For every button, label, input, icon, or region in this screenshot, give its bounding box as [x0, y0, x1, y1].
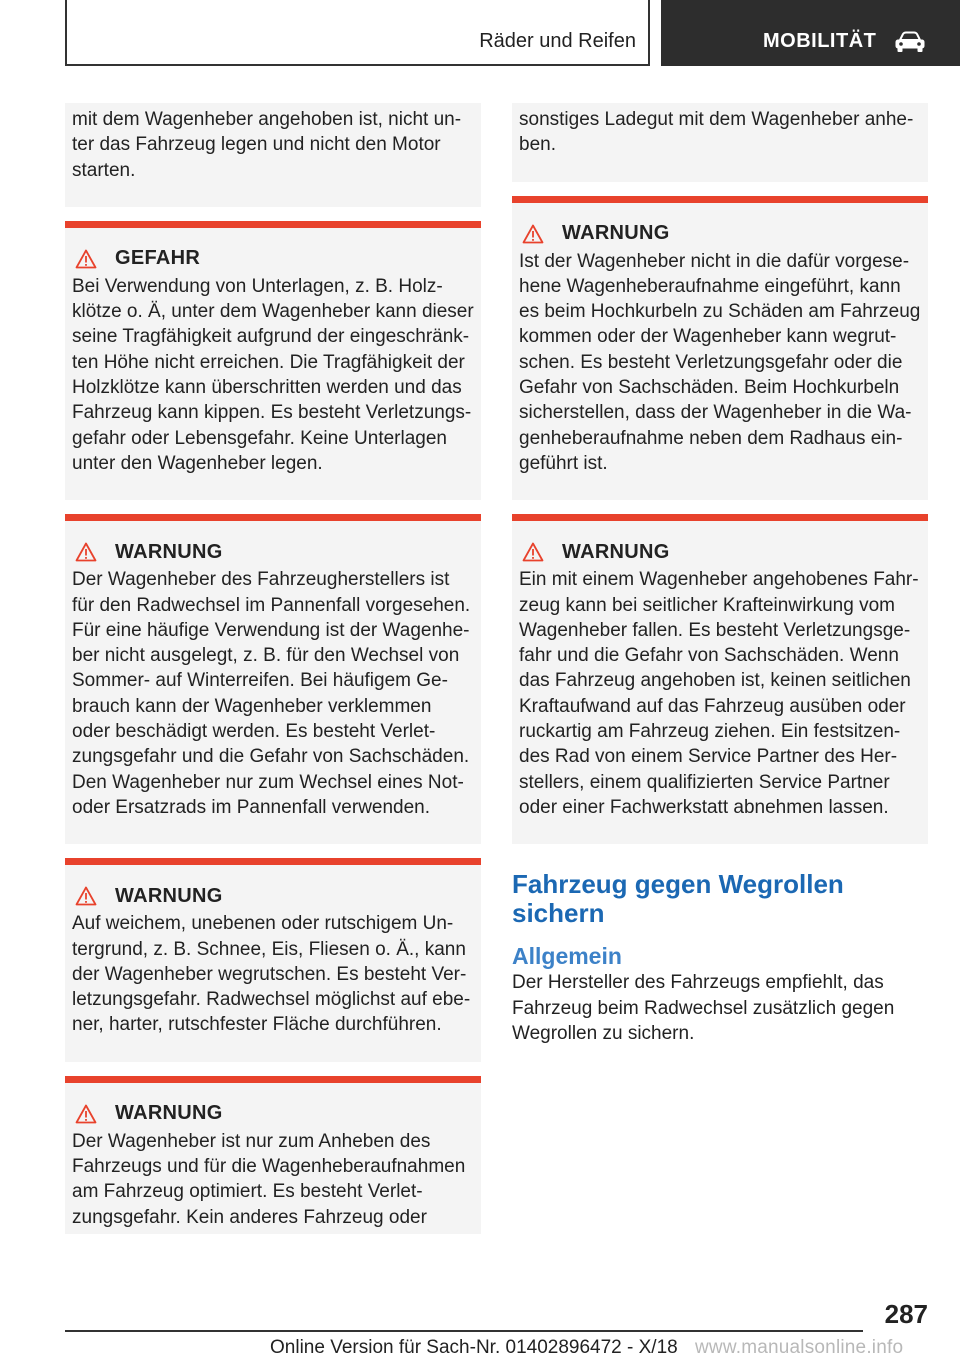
text-line: mit dem Wagenheber angehoben ist, nicht un-: [72, 109, 462, 130]
subsection-heading: Allgemein: [512, 943, 622, 970]
text-line: sonstiges Ladegut mit dem Wagenheber anhe-: [519, 109, 914, 130]
body-paragraph: [512, 970, 928, 1046]
text-line: Ein mit einem Wagenheber angehobenes Fahr-: [519, 569, 919, 591]
text-line: Bei Verwendung von Unterlagen, z. B. Holz-: [72, 275, 443, 297]
footer-online-version: Online Version für Sach-Nr. 01402896472 - X/18: [270, 1337, 678, 1358]
text-line: letzungsgefahr. Radwechsel möglichst auf ebe-: [72, 989, 471, 1011]
right-column: [512, 103, 928, 1046]
text-line: brauch kann der Wagenheber verklemmen: [72, 695, 432, 717]
page-number: 287: [884, 1299, 928, 1329]
warning-triangle-icon: [75, 542, 97, 562]
continuation-box: [65, 103, 481, 207]
text-line: ber nicht ausgelegt, z. B. für den Wechsel von: [72, 645, 460, 667]
header-chapter-tab: [661, 0, 960, 66]
warning-box: [65, 1076, 481, 1234]
text-line: Den Wagenheber nur zum Wechsel eines Not-: [72, 771, 464, 793]
text-line: es beim Hochkurbeln zu Schäden am Fahrzeug: [519, 301, 921, 323]
warning-title: WARNUNG: [115, 1102, 223, 1125]
footer-rule: [65, 1330, 863, 1332]
text-line: für den Radwechsel im Pannenfall vorgesehen.: [72, 594, 471, 616]
text-line: oder einer Fachwerkstatt abnehmen lassen.: [519, 796, 889, 818]
text-line: unter den Wagenheber legen.: [72, 452, 323, 474]
text-line: Gefahr von Sachschäden. Beim Hochkurbeln: [519, 377, 900, 399]
warning-title: WARNUNG: [562, 540, 670, 563]
car-icon: [894, 31, 926, 53]
text-line: der Wagenheber wegrutschen. Es besteht Ver-: [72, 963, 467, 985]
text-line: schen. Es besteht Verletzungsgefahr oder die: [519, 351, 903, 373]
text-line: hene Wagenheberaufnahme eingeführt, kann: [519, 275, 901, 297]
text-line: ter das Fahrzeug legen und nicht den Motor: [72, 134, 441, 156]
text-line: gefahr oder Lebensgefahr. Keine Unterlagen: [72, 427, 447, 449]
warning-box: [512, 196, 928, 501]
text-line: sicherstellen, dass der Wagenheber in die Wa-: [519, 402, 912, 424]
text-line: oder Ersatzrads im Pannenfall verwenden.: [72, 796, 431, 818]
text-line: Kraftaufwand auf das Fahrzeug ausüben oder: [519, 695, 906, 717]
text-line: Ist der Wagenheber nicht in die dafür vorgese-: [519, 250, 910, 272]
text-line: oder beschädigt werden. Es besteht Verlet-: [72, 721, 436, 743]
text-line: Der Wagenheber ist nur zum Anheben des: [72, 1130, 431, 1152]
text-line: das Fahrzeug angehoben ist, keinen seitlichen: [519, 670, 911, 692]
warning-title: WARNUNG: [115, 884, 223, 907]
text-line: ten Höhe nicht erreichen. Die Tragfähigkeit der: [72, 351, 465, 373]
warning-box: [512, 514, 928, 844]
text-line: ner, harter, rutschfester Fläche durchführen.: [72, 1014, 442, 1036]
text-line: Wegrollen zu sichern.: [512, 1022, 695, 1044]
text-line: ben.: [519, 134, 556, 156]
text-line: am Fahrzeug optimiert. Es besteht Verlet-: [72, 1181, 423, 1203]
header-chapter-label: MOBILITÄT: [763, 30, 877, 52]
text-line: kommen oder der Wagenheber kann wegrut-: [519, 326, 897, 348]
warning-triangle-icon: [75, 249, 97, 269]
footer-watermark: www.manualsonline.info: [695, 1337, 904, 1358]
text-line: Auf weichem, unebenen oder rutschigem Un-: [72, 913, 454, 935]
text-line: starten.: [72, 159, 136, 181]
warning-title: WARNUNG: [115, 540, 223, 563]
section-heading: [512, 870, 928, 928]
warning-title: WARNUNG: [562, 222, 670, 245]
warning-box: [65, 514, 481, 844]
text-line: genheberaufnahme neben dem Radhaus ein-: [519, 427, 903, 449]
text-line: Fahrzeugs und für die Wagenheberaufnahmen: [72, 1156, 466, 1178]
warning-header: [72, 883, 473, 909]
section-heading-line: sichern: [512, 898, 605, 929]
text-line: zungsgefahr und die Gefahr von Sachschäden.: [72, 746, 470, 768]
text-line: Der Wagenheber des Fahrzeugherstellers ist: [72, 569, 450, 591]
text-line: klötze o. Ä, unter dem Wagenheber kann dieser: [72, 301, 474, 323]
header-section-title: Räder und Reifen: [479, 30, 636, 52]
danger-box: [65, 221, 481, 500]
text-line: zungsgefahr. Kein anderes Fahrzeug oder: [72, 1206, 427, 1228]
header-rule-bottom: [65, 64, 649, 66]
text-line: ruckartig am Fahrzeug ziehen. Ein festsitzen-: [519, 721, 901, 743]
header-rule-left: [65, 0, 67, 66]
warning-triangle-icon: [522, 224, 544, 244]
header-rule-divider: [648, 0, 650, 66]
text-line: Holzklötze kann überschritten werden und das: [72, 377, 462, 399]
text-line: Für eine häufige Verwendung ist der Wagenhe-: [72, 619, 470, 641]
warning-header: [72, 539, 473, 565]
continuation-box: [512, 103, 928, 182]
left-column: [65, 103, 481, 1234]
text-line: seine Tragfähigkeit aufgrund der eingeschränk-: [72, 326, 470, 348]
text-line: zeug kann bei seitlicher Krafteinwirkung vom: [519, 594, 895, 616]
text-line: fahr und die Gefahr von Sachschäden. Wenn: [519, 645, 899, 667]
text-line: Sommer- auf Winterreifen. Bei häufigem Ge-: [72, 670, 448, 692]
warning-title: GEFAHR: [115, 247, 201, 270]
warning-box: [65, 858, 481, 1061]
warning-header: [72, 246, 473, 272]
section-heading-line: Fahrzeug gegen Wegrollen: [512, 869, 844, 900]
text-line: Fahrzeug kann kippen. Es besteht Verletzungs-: [72, 402, 472, 424]
text-line: Fahrzeug beim Radwechsel zusätzlich gegen: [512, 997, 895, 1019]
warning-triangle-icon: [75, 886, 97, 906]
text-line: stellers, einem qualifizierten Service Partner: [519, 771, 890, 793]
text-line: tergrund, z. B. Schnee, Eis, Fliesen o. Ä., kann: [72, 938, 466, 960]
warning-header: [72, 1101, 473, 1127]
text-line: des Rad von einem Service Partner des Her-: [519, 746, 898, 768]
warning-triangle-icon: [75, 1104, 97, 1124]
warning-header: [519, 539, 920, 565]
text-line: Wagenheber fallen. Es besteht Verletzungsge-: [519, 619, 911, 641]
text-line: Der Hersteller des Fahrzeugs empfiehlt, das: [512, 972, 884, 994]
text-line: geführt ist.: [519, 452, 608, 474]
warning-triangle-icon: [522, 542, 544, 562]
warning-header: [519, 221, 920, 247]
